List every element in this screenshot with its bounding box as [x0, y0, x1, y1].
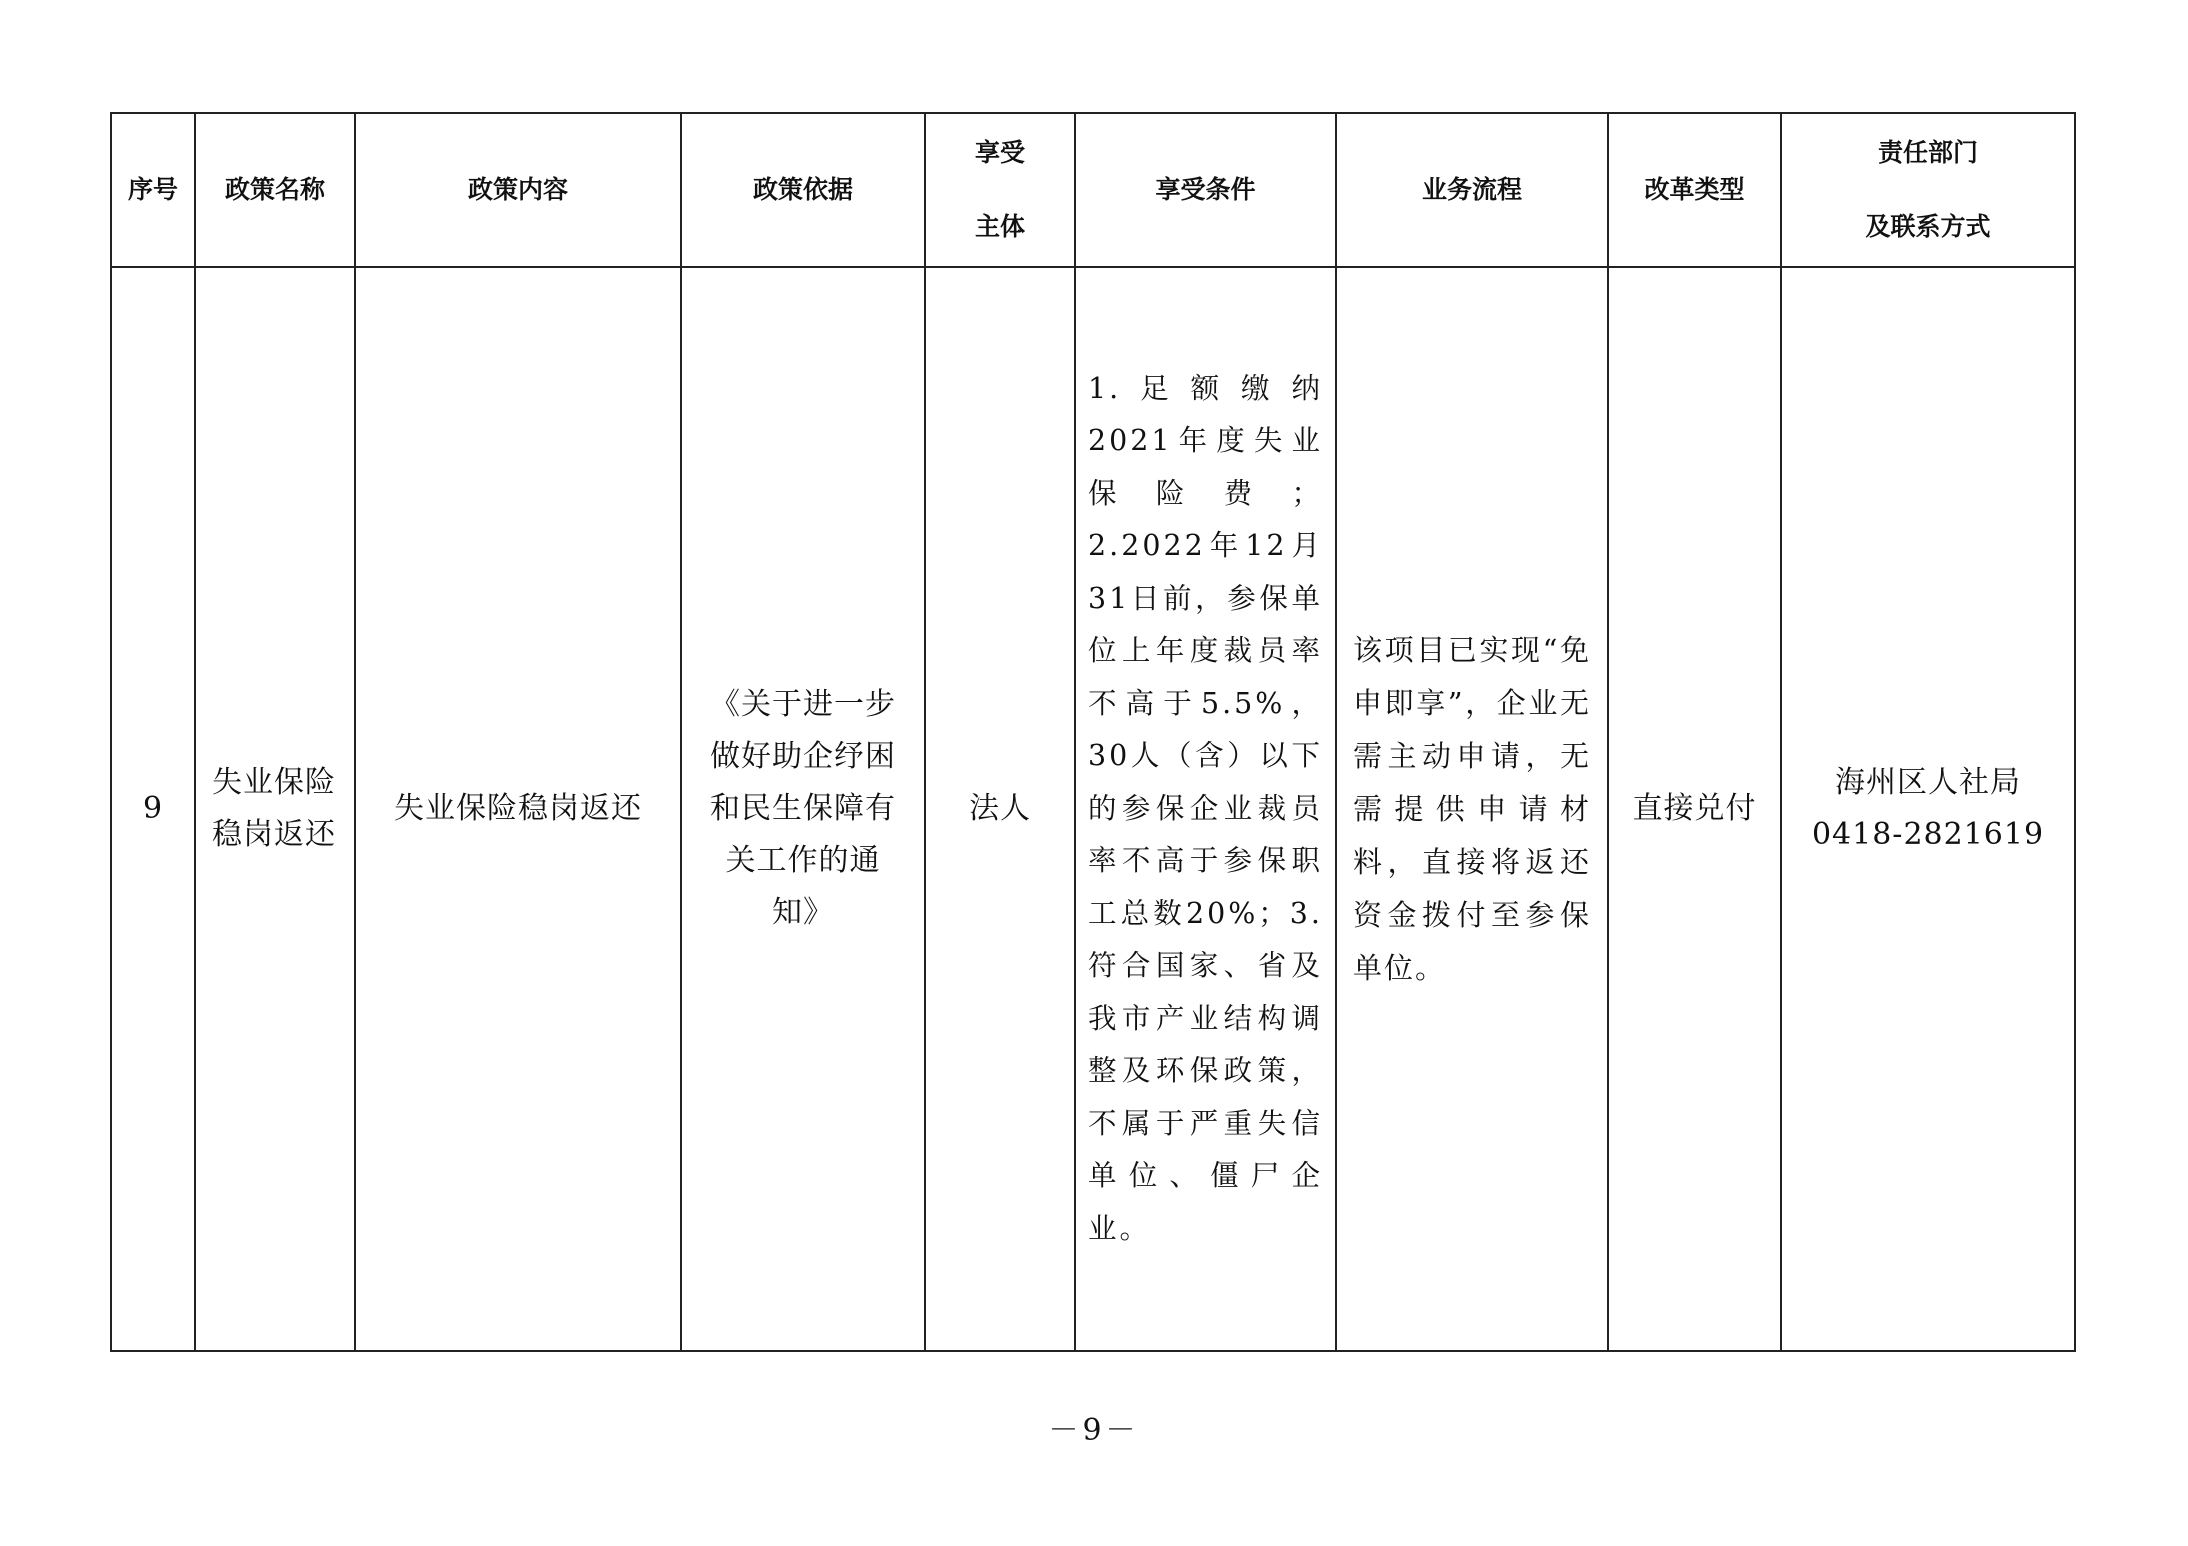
header-row — [111, 113, 2075, 267]
header-policy-basis: 政策依据 — [681, 113, 925, 267]
header-conditions: 享受条件 — [1075, 113, 1336, 267]
table-row — [111, 267, 2075, 1351]
cell-department — [1781, 267, 2075, 1351]
policy-table — [110, 112, 2076, 1352]
cell-policy-content: 失业保险稳岗返还 — [355, 267, 681, 1351]
cell-process — [1336, 267, 1608, 1351]
header-beneficiary-line2: 主体 — [974, 212, 1025, 241]
cell-conditions — [1075, 267, 1336, 1351]
cell-policy-basis — [681, 267, 925, 1351]
header-dept-line1: 责任部门 — [1877, 138, 1978, 167]
department-phone: 0418-2821619 — [1811, 817, 2045, 852]
header-beneficiary — [925, 113, 1075, 267]
header-dept-line2: 及联系方式 — [1865, 212, 1991, 241]
department-name: 海州区人社局 — [1835, 765, 2021, 800]
conditions-text: 1.足额缴纳2021年度失业保险费；2.2022年12月31日前，参保单位上年度裁员率不高于5.5%，30人（含）以下的参保企业裁员率不高于参保职工总数20%；3.符合国家、省及我市产业结构调整及环保政策，不属于严重失信单位、僵尸企业。 — [1088, 371, 1323, 1245]
policy-name-text: 失业保险稳岗返还 — [212, 765, 336, 852]
cell-reform-type: 直接兑付 — [1608, 267, 1781, 1351]
header-reform-type: 改革类型 — [1608, 113, 1781, 267]
header-policy-content: 政策内容 — [355, 113, 681, 267]
header-department — [1781, 113, 2075, 267]
cell-index: 9 — [111, 267, 195, 1351]
header-index: 序号 — [111, 113, 195, 267]
header-beneficiary-line1: 享受 — [974, 138, 1025, 167]
cell-beneficiary: 法人 — [925, 267, 1075, 1351]
header-policy-name: 政策名称 — [195, 113, 355, 267]
policy-basis-text: 《关于进一步做好助企纾困和民生保障有关工作的通知》 — [710, 687, 896, 930]
page-number: －9－ — [1048, 1413, 1140, 1448]
cell-policy-name — [195, 267, 355, 1351]
process-text: 该项目已实现“免申即享”，企业无需主动申请，无需提供申请材料，直接将返还资金拨付至参保单位。 — [1353, 632, 1591, 985]
header-process: 业务流程 — [1336, 113, 1608, 267]
